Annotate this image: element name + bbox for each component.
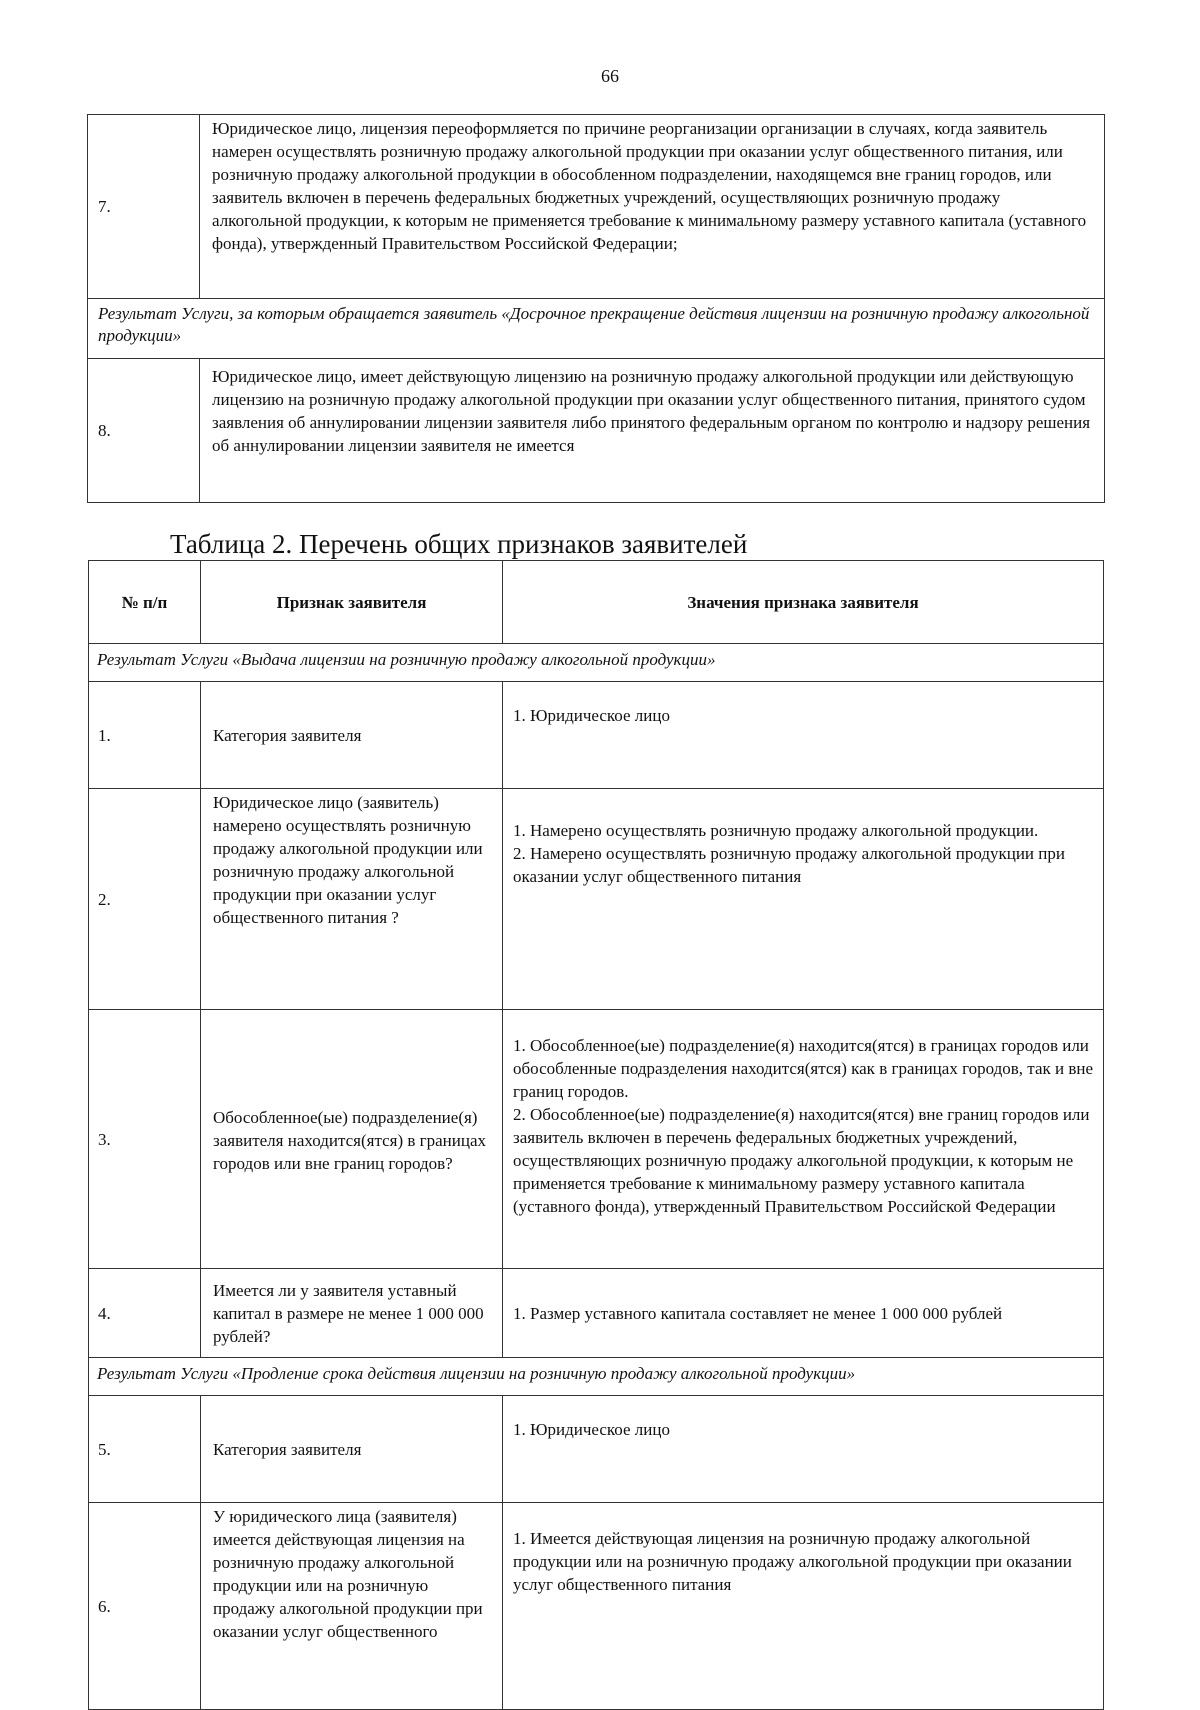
- table-row: [89, 789, 1104, 1010]
- row-sign: Юридическое лицо (заявитель) намерено осуществлять розничную продажу алкогольной продукции или розничную продажу алкогольной продукции при оказании услуг общественного питания ?: [201, 789, 503, 1010]
- table-row: [89, 1269, 1104, 1358]
- row-value: 1. Юридическое лицо: [503, 1396, 1104, 1503]
- row-description: Юридическое лицо, лицензия переоформляется по причине реорганизации организации в случаях, когда заявитель намерен осуществлять розничную продажу алкогольной продукции при оказании услуг общественного питания, или розничную продажу алкогольной продукции в обособленном подразделении, находящемся вне границ городов, или заявитель включен в перечень федеральных бюджетных учреждений, осуществляющих розничную продажу алкогольной продукции, к которым не применяется требование к минимальному размеру уставного капитала (уставного фонда), утвержденный Правительством Российской Федерации;: [200, 115, 1105, 299]
- row-number: 1.: [89, 682, 201, 789]
- applicant-variants-table-continuation: [87, 114, 1105, 503]
- row-value: 1. Размер уставного капитала составляет не менее 1 000 000 рублей: [503, 1269, 1104, 1358]
- row-number: 2.: [89, 789, 201, 1010]
- row-sign: Категория заявителя: [201, 1396, 503, 1503]
- row-value: 1. Имеется действующая лицензия на розничную продажу алкогольной продукции или на розничную продажу алкогольной продукции при оказании услуг общественного питания: [503, 1503, 1104, 1710]
- row-number: 4.: [89, 1269, 201, 1358]
- row-number: 8.: [88, 359, 200, 503]
- result-section-row: [88, 299, 1105, 359]
- applicant-signs-table: [88, 560, 1104, 1710]
- row-value: 1. Юридическое лицо: [503, 682, 1104, 789]
- page-number: 66: [601, 66, 619, 86]
- result-section-title: Результат Услуги, за которым обращается заявитель «Досрочное прекращение действия лицензии на розничную продажу алкогольной продукции»: [88, 299, 1105, 359]
- table-row: [88, 115, 1105, 299]
- row-number: 5.: [89, 1396, 201, 1503]
- table-row: [89, 1010, 1104, 1269]
- row-value: 1. Намерено осуществлять розничную продажу алкогольной продукции. 2. Намерено осуществлять розничную продажу алкогольной продукции при оказании услуг общественного питания: [503, 789, 1104, 1010]
- table-row: [89, 682, 1104, 789]
- row-number: 7.: [88, 115, 200, 299]
- header-number: № п/п: [89, 561, 201, 644]
- header-value: Значения признака заявителя: [503, 561, 1104, 644]
- table-header-row: [89, 561, 1104, 644]
- result-section-title: Результат Услуги «Продление срока действия лицензии на розничную продажу алкогольной продукции»: [89, 1358, 1104, 1396]
- row-number: 6.: [89, 1503, 201, 1710]
- row-description: Юридическое лицо, имеет действующую лицензию на розничную продажу алкогольной продукции или действующую лицензию на розничную продажу алкогольной продукции при оказании услуг общественного питания, принятого судом заявления об аннулировании лицензии заявителя либо принятого федеральным органом по контролю и надзору решения об аннулировании лицензии заявителя не имеется: [200, 359, 1105, 503]
- row-sign: Категория заявителя: [201, 682, 503, 789]
- table-row: [89, 1396, 1104, 1503]
- table-row: [88, 359, 1105, 503]
- row-sign: У юридического лица (заявителя) имеется действующая лицензия на розничную продажу алкогольной продукции или на розничную продажу алкогольной продукции при оказании услуг общественного: [201, 1503, 503, 1710]
- header-sign: Признак заявителя: [201, 561, 503, 644]
- result-section-row: [89, 644, 1104, 682]
- table-caption: Таблица 2. Перечень общих признаков заявителей: [170, 529, 748, 559]
- row-sign: Обособленное(ые) подразделение(я) заявителя находится(ятся) в границах городов или вне границ городов?: [201, 1010, 503, 1269]
- row-number: 3.: [89, 1010, 201, 1269]
- table-row: [89, 1503, 1104, 1710]
- result-section-row: [89, 1358, 1104, 1396]
- row-sign: Имеется ли у заявителя уставный капитал в размере не менее 1 000 000 рублей?: [201, 1269, 503, 1358]
- result-section-title: Результат Услуги «Выдача лицензии на розничную продажу алкогольной продукции»: [89, 644, 1104, 682]
- row-value: 1. Обособленное(ые) подразделение(я) находится(ятся) в границах городов или обособленные подразделения находится(ятся) как в границах городов, так и вне границ городов. 2. Обособленное(ые) подразделение(я) находится(ятся) вне границ городов или заявитель включен в перечень федеральных бюджетных учреждений, осуществляющих розничную продажу алкогольной продукции, к которым не применяется требование к минимальному размеру уставного капитала (уставного фонда), утвержденный Правительством Российской Федерации: [503, 1010, 1104, 1269]
